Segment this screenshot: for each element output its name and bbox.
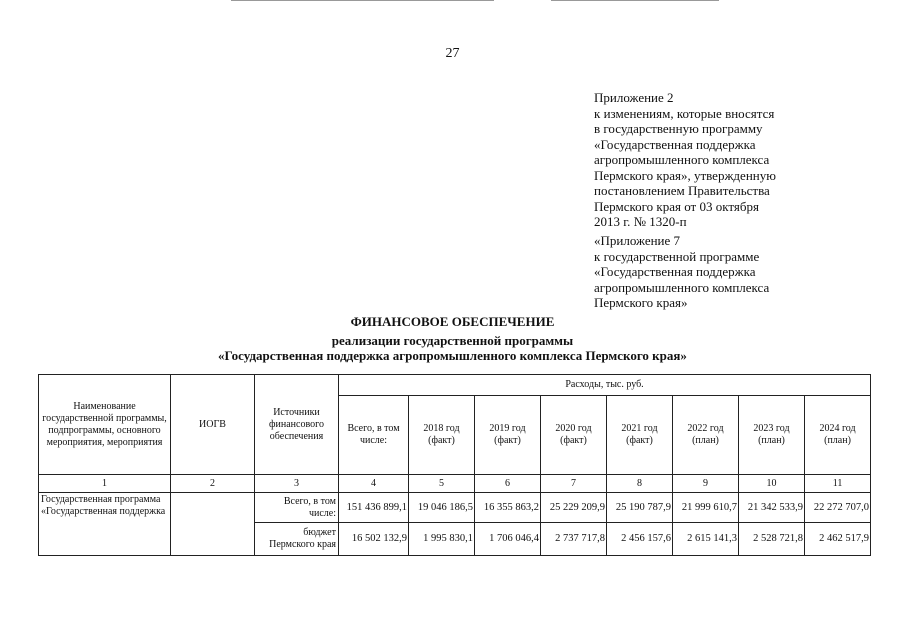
value-cell: 2 737 717,8 [541,523,607,556]
source-cell: Всего, в том числе: [255,493,339,523]
header-year-2021: 2021 год (факт) [607,396,673,475]
iogv-cell [171,493,255,556]
source-cell: бюджет Пермского края [255,523,339,556]
value-cell: 16 355 863,2 [475,493,541,523]
value-cell: 19 046 186,5 [409,493,475,523]
value-cell: 21 999 610,7 [673,493,739,523]
column-number-row [39,475,871,493]
header-name: Наименование государственной программы, подпрограммы, основного мероприятия, мероприятия [39,375,171,475]
appendix-2-line: агропромышленного комплекса [594,152,770,167]
appendix-7-line: «Государственная поддержка [594,264,756,279]
table-row [39,493,871,523]
top-rule-right [551,0,719,1]
program-title: «Государственная поддержка агропромышленного комплекса Пермского края» [218,348,687,363]
column-number: 2 [171,475,255,493]
appendix-2-line: Приложение 2 [594,90,674,105]
header-year-2019: 2019 год (факт) [475,396,541,475]
appendix-7-line: агропромышленного комплекса [594,279,770,295]
column-number: 10 [739,475,805,493]
column-number: 11 [805,475,871,493]
value-cell: 1 995 830,1 [409,523,475,556]
header-year-2018: 2018 год (факт) [409,396,475,475]
appendix-2-block [594,90,894,230]
column-number: 7 [541,475,607,493]
value-cell: 2 528 721,8 [739,523,805,556]
top-rule-left [231,0,494,1]
appendix-2-line: в государственную программу [594,121,763,136]
appendix-2-line: к изменениям, которые вносятся [594,105,775,121]
header-source: Источники финансового обеспечения [255,375,339,475]
appendix-2-line: «Государственная поддержка [594,136,756,152]
value-cell: 16 502 132,9 [339,523,409,556]
value-cell: 2 462 517,9 [805,523,871,556]
document-title: ФИНАНСОВОЕ ОБЕСПЕЧЕНИЕ [350,314,555,329]
value-cell: 21 342 533,9 [739,493,805,523]
header-year-2024: 2024 год (план) [805,396,871,475]
header-iogv: ИОГВ [171,375,255,475]
value-cell: 22 272 707,0 [805,493,871,523]
column-number: 6 [475,475,541,493]
header-year-2020: 2020 год (факт) [541,396,607,475]
value-cell: 2 456 157,6 [607,523,673,556]
value-cell: 25 190 787,9 [607,493,673,523]
value-cell: 2 615 141,3 [673,523,739,556]
header-year-total: Всего, в том числе: [339,396,409,475]
header-year-2023: 2023 год (план) [739,396,805,475]
column-number: 9 [673,475,739,493]
header-row-top [39,375,871,396]
value-cell: 25 229 209,9 [541,493,607,523]
appendix-2-line: Пермского края от 03 октября [594,198,759,214]
document-subtitle: реализации государственной программы [331,333,574,348]
value-cell: 1 706 046,4 [475,523,541,556]
header-expenses: Расходы, тыс. руб. [339,375,871,396]
appendix-7-block [594,233,894,311]
appendix-2-line: постановлением Правительства [594,183,770,198]
page-number: 27 [445,46,460,61]
appendix-7-line: Пермского края» [594,295,688,310]
column-number: 4 [339,475,409,493]
appendix-7-line: к государственной программе [594,248,760,264]
financing-table [38,374,871,556]
program-name-cell: Государственная программа «Государственная поддержка [39,493,171,556]
value-cell: 151 436 899,1 [339,493,409,523]
appendix-2-line: 2013 г. № 1320-п [594,214,687,229]
column-number: 1 [39,475,171,493]
header-year-2022: 2022 год (план) [673,396,739,475]
appendix-2-line: Пермского края», утвержденную [594,167,776,183]
column-number: 5 [409,475,475,493]
column-number: 8 [607,475,673,493]
appendix-7-line: «Приложение 7 [594,233,681,248]
column-number: 3 [255,475,339,493]
